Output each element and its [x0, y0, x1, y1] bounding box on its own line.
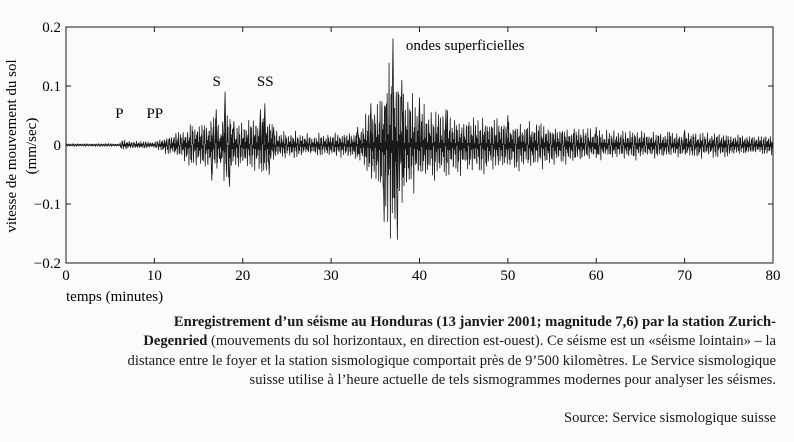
caption-source: Source: Service sismologique suisse — [564, 410, 776, 426]
annotation-label: ondes superficielles — [405, 38, 525, 54]
x-axis-label: temps (minutes) — [66, 289, 164, 305]
annotation-label: P — [115, 106, 124, 122]
y-tick-label: −0.2 — [33, 256, 61, 272]
x-tick-label: 70 — [677, 268, 693, 284]
y-tick-label: 0.1 — [42, 79, 61, 95]
caption-text: (mouvements du sol horizontaux, en direction est-ouest). Ce séisme est un «séisme lointain» – la distance entre le foyer et la station sismologique comportait près de 9’500 kilomètres. Le Service sismologique suisse utilise à l’heure actuelle de tels sismogrammes modernes pour analyser les séismes. — [127, 333, 776, 389]
x-tick-label: 80 — [765, 268, 781, 284]
x-tick-label: 10 — [146, 268, 162, 284]
annotation-label: S — [212, 74, 221, 90]
y-axis-label: vitesse de mouvement du sol — [4, 59, 20, 233]
x-tick-label: 0 — [62, 268, 70, 284]
annotation-label: PP — [146, 106, 164, 122]
x-tick-label: 60 — [588, 268, 604, 284]
y-tick-label: 0.2 — [42, 20, 61, 36]
phase-annotations — [115, 38, 524, 122]
y-axis-unit: (mm/sec) — [24, 117, 40, 175]
y-tick-label: −0.1 — [33, 197, 61, 213]
seismogram-trace — [66, 39, 773, 240]
x-tick-label: 40 — [412, 268, 427, 284]
annotation-label: SS — [256, 74, 274, 90]
figure-caption — [120, 313, 776, 391]
x-tick-label: 30 — [323, 268, 339, 284]
caption-title: Enregistrement d’un séisme au Honduras (13 janvier 2001; magnitude 7,6) par la station Zurich-Degenried — [143, 314, 776, 350]
x-tick-label: 50 — [500, 268, 516, 284]
y-tick-label: 0 — [53, 138, 61, 154]
x-tick-label: 20 — [235, 268, 251, 284]
